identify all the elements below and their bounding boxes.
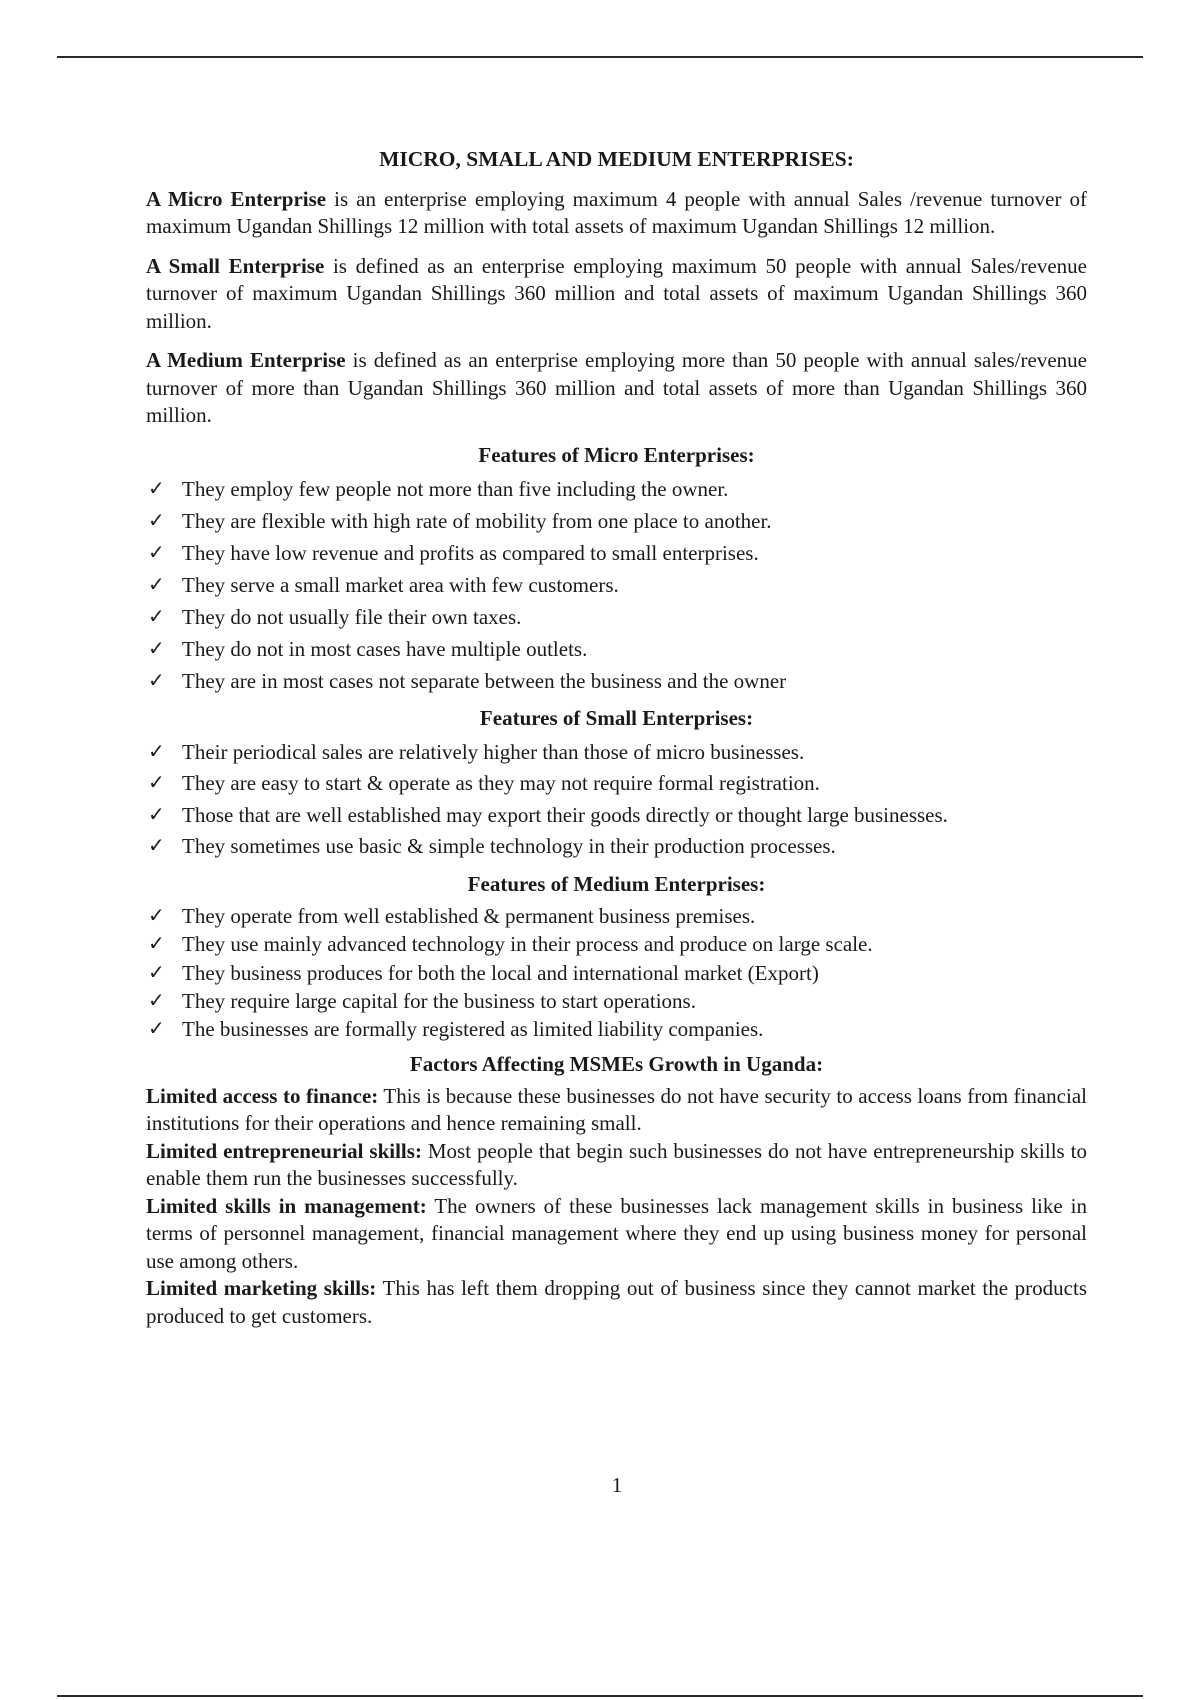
list-item (146, 537, 1087, 569)
list-item-text: They use mainly advanced technology in their process and produce on large scale. (182, 932, 873, 957)
list-item-text: They business produces for both the local and international market (Export) (182, 960, 819, 985)
list-item-text: They employ few people not more than five including the owner. (182, 477, 729, 501)
list-item-text: They do not in most cases have multiple outlets. (182, 637, 588, 661)
factors-heading: Factors Affecting MSMEs Growth in Uganda: (409, 1052, 824, 1077)
list-item (146, 505, 1087, 537)
list-item (146, 987, 1087, 1015)
list-item (146, 665, 1087, 697)
checkmark-icon: ✓ (148, 933, 165, 956)
list-item (146, 800, 1087, 832)
list-item-text: They sometimes use basic & simple technology in their production processes. (182, 834, 836, 858)
small-definition (146, 253, 1087, 336)
factor-finance (146, 1083, 1087, 1138)
medium-features-list (146, 902, 1087, 1043)
definition-text: is defined as an enterprise employing more than 50 people with annual sales/revenue turnover of more than Ugandan Shillings 360 million and total assets of more than Ugandan Shillings 360 million. (146, 348, 1088, 427)
checkmark-icon: ✓ (148, 574, 165, 596)
list-item (146, 768, 1087, 800)
list-item (146, 831, 1087, 863)
page-title: MICRO, SMALL AND MEDIUM ENTERPRISES: (379, 147, 854, 171)
checkmark-icon: ✓ (148, 510, 165, 532)
list-item (146, 902, 1087, 930)
checkmark-icon: ✓ (148, 905, 165, 927)
checkmark-icon: ✓ (148, 638, 165, 660)
small-features-list (146, 737, 1087, 863)
list-item-text: They operate from well established & permanent business premises. (182, 904, 756, 928)
micro-definition (146, 186, 1087, 241)
micro-features-heading: Features of Micro Enterprises: (478, 442, 755, 467)
list-item (146, 930, 1087, 958)
list-item-text: They require large capital for the business to start operations. (182, 988, 696, 1013)
factor-entrepreneurial-skills (146, 1138, 1087, 1193)
factor-management-skills (146, 1193, 1087, 1276)
factor-label: Limited skills in management: (146, 1193, 427, 1218)
list-item (146, 569, 1087, 601)
checkmark-icon: ✓ (148, 740, 165, 763)
list-item-text: They do not usually file their own taxes. (182, 605, 522, 629)
small-features-heading: Features of Small Enterprises: (479, 706, 754, 730)
factor-label: Limited entrepreneurial skills: (146, 1138, 422, 1163)
list-item (146, 737, 1087, 769)
checkmark-icon: ✓ (148, 835, 165, 857)
checkmark-icon: ✓ (148, 772, 165, 794)
list-item-text: Their periodical sales are relatively higher than those of micro businesses. (182, 739, 805, 764)
checkmark-icon: ✓ (148, 670, 165, 692)
factor-marketing-skills (146, 1275, 1087, 1330)
page-content (146, 146, 1087, 1330)
list-item (146, 959, 1087, 987)
factor-text: This has left them dropping out of business since they cannot market the products produced to get customers. (146, 1276, 1087, 1328)
checkmark-icon: ✓ (148, 989, 165, 1012)
definition-text: is defined as an enterprise employing maximum 50 people with annual Sales/revenue turnover of maximum Ugandan Shillings 360 million and total assets of maximum Ugandan Shillings 360 million. (146, 253, 1088, 333)
list-item-text: Those that are well established may export their goods directly or thought large businesses. (182, 802, 948, 827)
medium-features-heading: Features of Medium Enterprises: (467, 871, 766, 896)
definition-text: is an enterprise employing maximum 4 people with annual Sales /revenue turnover of maximum Ugandan Shillings 12 million with total assets of maximum Ugandan Shillings 12 million. (146, 186, 1088, 238)
list-item-text: They are in most cases not separate between the business and the owner (182, 669, 787, 693)
checkmark-icon: ✓ (148, 606, 165, 628)
checkmark-icon: ✓ (148, 478, 165, 500)
factor-text: The owners of these businesses lack management skills in business like in terms of personnel management, financial management where they end up using business money for personal use among others. (146, 1193, 1088, 1273)
page-number: 1 (611, 1473, 623, 1497)
checkmark-icon: ✓ (148, 542, 165, 564)
list-item (146, 601, 1087, 633)
list-item-text: They are flexible with high rate of mobility from one place to another. (182, 509, 772, 533)
list-item (146, 1015, 1087, 1043)
factor-text: This is because these businesses do not have security to access loans from financial institutions for their operations and hence remaining small. (146, 1083, 1087, 1136)
list-item-text: They are easy to start & operate as they may not require formal registration. (182, 771, 820, 795)
factor-label: Limited marketing skills: (146, 1276, 377, 1301)
list-item-text: The businesses are formally registered as limited liability companies. (182, 1017, 764, 1042)
list-item (146, 633, 1087, 665)
checkmark-icon: ✓ (148, 961, 165, 984)
definition-term: A Small Enterprise (146, 253, 325, 278)
checkmark-icon: ✓ (148, 1018, 165, 1041)
factor-label: Limited access to finance: (146, 1083, 379, 1108)
definition-term: A Micro Enterprise (146, 186, 327, 211)
list-item-text: They serve a small market area with few customers. (182, 573, 619, 597)
checkmark-icon: ✓ (148, 803, 165, 826)
definition-term: A Medium Enterprise (146, 348, 346, 372)
medium-definition (146, 347, 1087, 430)
bottom-rule (57, 1695, 1143, 1697)
top-rule (57, 56, 1143, 58)
list-item-text: They have low revenue and profits as compared to small enterprises. (182, 541, 759, 565)
list-item (146, 473, 1087, 505)
factor-text: Most people that begin such businesses do not have entrepreneurship skills to enable them run the businesses successfully. (146, 1138, 1087, 1191)
micro-features-list (146, 473, 1087, 697)
